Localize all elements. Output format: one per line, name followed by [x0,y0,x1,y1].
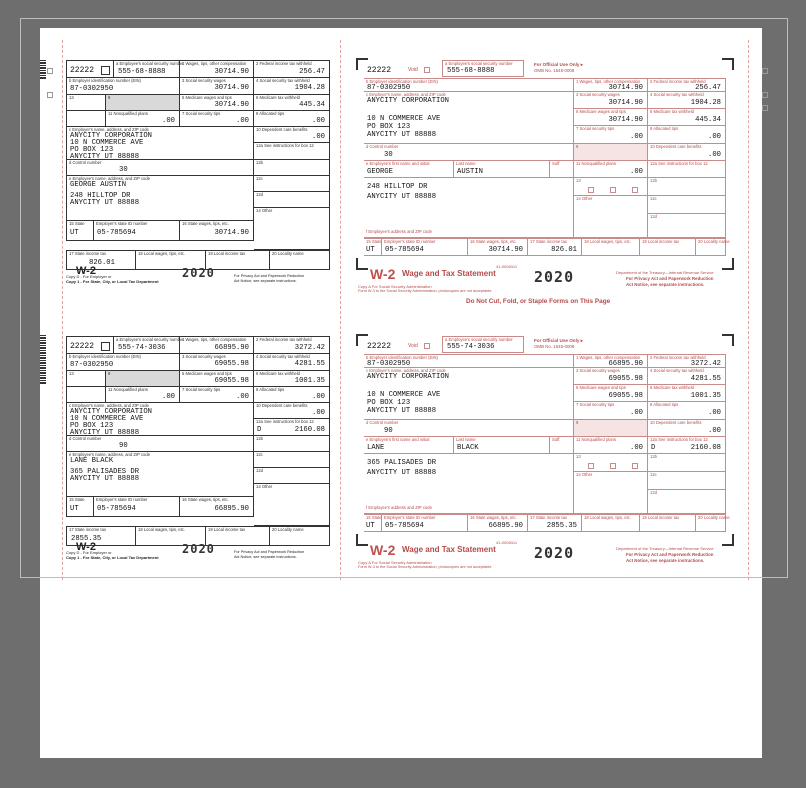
box12a-code: D [257,426,262,434]
employee-name: LANE BLACK [70,457,114,465]
box3-ss-wages: 30714.90 [608,99,643,107]
void-checkbox[interactable] [101,342,110,351]
box2-federal-tax: 256.47 [695,84,721,92]
box7-ss-tips: .00 [630,409,643,417]
box17-state-tax: 2855.35 [71,535,102,543]
box17-state-tax: 826.01 [89,259,115,267]
employer-ein: 87-0302950 [70,361,114,369]
retirement-plan-checkbox[interactable] [610,187,616,193]
box17-state-tax: 2855.35 [546,522,577,530]
box12a-amount: 2160.08 [294,426,325,434]
w2-copy-d-bottom: 22222 a Employee's social security number 555-74-3036 1 Wages, tips, other compensation 66895.90 2 Federal income tax withheld 3272.42 b Employer identification number (EIN) 87-0302950 3 Social security wages 69055.98 4 Social security tax withheld 4281.55 13 9 5 Medicare wages and tips 69055.98 6 Medicare tax withheld 1001.35 11 Nonqualified plans .00 7 Social security tips .00 8 Allocated tips .00 c Employer's name, address, and ZIP code ANYCITY CORPORATION 10 N COMMERCE AVE PO BOX 123 ANYCITY UT 88888 10 Dependent care benefits .00 12a See instructions for box 12 D 2160.08 d Control number 90 12b e Employee's name, address, and ZIP code LANE BLACK 365 PALISADES DR ANYCITY UT 88888 12c 12d 14 Other 15 State UT Employer's state ID number 05-785694 16 State wages, tips, etc. 66895.90 17 State income tax 2855.35 18 Local wages, tips, etc. 19 Local income tax 20 Locality name Copy D - For Employer or Copy 1 - For State, City, or Local Tax Department W-2 2020 For Privacy Act and Paperwork Reduction Act Notice, see separate instructions. [66,336,330,560]
control-number: 90 [119,442,128,450]
tax-year: 2020 [534,268,575,286]
state-code: UT [366,246,375,254]
box16-state-wages: 30714.90 [488,246,523,254]
box6-medicare-tax: 1001.35 [294,377,325,385]
box16-state-wages: 66895.90 [488,522,523,530]
employee-address-1: 248 HILLTOP DR [70,192,131,200]
statutory-employee-checkbox[interactable] [588,187,594,193]
box17-state-tax: 826.01 [551,246,577,254]
box7-ss-tips: .00 [236,117,249,125]
w2-copy-a-top: 22222 Void a Employee's social security number 555-68-8888 For Official Use Only ▸ OMB No. 1545-0008 b Employer identification number (EIN) 87-0302950 1 Wages, tips, other compensation 30714.90 2 Federal income tax withheld 256.47 c Employer's name, address, and ZIP code ANYCITY CORPORATION 10 N COMMERCE AVE PO BOX 123 ANYCITY UT 88888 3 Social security wages 30714.90 4 Social security tax withheld 1904.28 5 Medicare wages and tips 30714.90 6 Medicare tax withheld 445.34 7 Social security tips .00 8 Allocated tips .00 d Control number 30 9 10 Dependent care benefits .00 e Employee's first name and initial GEORGE Last name AUSTIN Suff. 11 Nonqualified plans .00 12a See instructions for box 12 248 HILLTOP DR ANYCITY UT 88888 f Employee's address and ZIP code 13 12b 14 Other 12c 12d 15 State UT Employer's state ID number 05-785694 16 State wages, tips, etc. 30714.90 17 State income tax 826.01 18 Local wages, tips, etc. 19 Local income tax 20 Locality name W-2 Wage and Tax Statement Copy A For Social Security Administration Form W-3 to the Social Security Administration; photocopies are not acceptable. 41-0008311 2020 Department of the Treasury—Internal Revenue Service For Privacy Act and Paperwork Reduction Act Notice, see separate instructions. Do Not Cut, Fold, or Staple Forms on This Page [356,58,734,282]
form-w2-label: W-2 [76,541,96,553]
side-square-mark [762,105,768,111]
void-checkbox[interactable] [101,66,110,75]
perforation-line-left [62,40,63,580]
state-id: 05-785694 [97,229,136,237]
third-party-sick-pay-checkbox[interactable] [632,463,638,469]
control-number: 30 [119,166,128,174]
control-number: 90 [384,427,393,435]
employee-address-2: ANYCITY UT 88888 [367,469,437,477]
employer-name: ANYCITY CORPORATION [70,132,152,140]
employer-address-2: PO BOX 123 [367,399,411,407]
employer-address-1: 10 N COMMERCE AVE [70,139,144,147]
box3-ss-wages: 69055.98 [214,360,249,368]
third-party-sick-pay-checkbox[interactable] [632,187,638,193]
void-checkbox[interactable] [424,67,430,73]
employee-ssn: 555-68-8888 [447,67,495,75]
box10-dependent-care: .00 [708,151,721,159]
employer-address-3: ANYCITY UT 88888 [70,153,140,161]
left-barcode [40,335,46,385]
box8-allocated-tips: .00 [708,133,721,141]
box3-ss-wages: 30714.90 [214,84,249,92]
employee-ssn: 555-68-8888 [118,68,166,76]
employee-address-1: 248 HILLTOP DR [367,183,428,191]
employee-last-name: BLACK [457,444,479,452]
form-title: Wage and Tax Statement [402,269,496,278]
box7-ss-tips: .00 [630,133,643,141]
employer-name: ANYCITY CORPORATION [367,373,449,381]
do-not-cut-notice: Do Not Cut, Fold, or Staple Forms on This Page [466,298,611,305]
employee-address-2: ANYCITY UT 88888 [70,475,140,483]
form-title: Wage and Tax Statement [402,545,496,554]
employer-address-2: PO BOX 123 [70,422,114,430]
employer-address-2: PO BOX 123 [367,123,411,131]
box12a-code: D [651,444,656,452]
employee-name: GEORGE AUSTIN [70,181,127,189]
employer-ein: 87-0302950 [367,360,411,368]
statutory-employee-checkbox[interactable] [588,463,594,469]
box1-wages: 66895.90 [214,344,249,352]
box16-state-wages: 66895.90 [214,505,249,513]
employer-address-3: ANYCITY UT 88888 [367,131,437,139]
form-code: 22222 [70,66,95,75]
side-square-mark [762,92,768,98]
form-w2-title: W-2 [370,542,396,558]
box6-medicare-tax: 1001.35 [690,392,721,400]
state-code: UT [70,229,79,237]
employee-address-2: ANYCITY UT 88888 [70,199,140,207]
void-checkbox[interactable] [424,343,430,349]
control-number: 30 [384,151,393,159]
side-square-mark [47,68,53,74]
w2-copy-d-top: 22222 a Employee's social security number 555-68-8888 1 Wages, tips, other compensation 30714.90 2 Federal income tax withheld 256.47 b Employer identification number (EIN) 87-0302950 3 Social security wages 30714.90 4 Social security tax withheld 1904.28 13 9 5 Medicare wages and tips 30714.90 6 Medicare tax withheld 445.34 11 Nonqualified plans .00 7 Social security tips .00 8 Allocated tips .00 c Employer's name, address, and ZIP code ANYCITY CORPORATION 10 N COMMERCE AVE PO BOX 123 ANYCITY UT 88888 10 Dependent care benefits .00 12a See instructions for box 12 d Control number 30 12b e Employee's name, address, and ZIP code GEORGE AUSTIN 248 HILLTOP DR ANYCITY UT 88888 12c 12d 14 Other 15 State UT Employer's state ID number 05-785694 16 State wages, tips, etc. 30714.90 17 State income tax 826.01 18 Local wages, tips, etc. 19 Local income tax 20 Locality name Copy D - For Employer or Copy 1 - For State, City, or Local Tax Department W-2 2020 For Privacy Act and Paperwork Reduction Act Notice, see separate instructions. [66,60,330,284]
box11-nonqualified: .00 [630,168,643,176]
box1-wages: 30714.90 [214,68,249,76]
side-square-mark [762,68,768,74]
box4-ss-tax: 4281.55 [294,360,325,368]
tax-year: 2020 [182,266,215,280]
box3-ss-wages: 69055.98 [608,375,643,383]
box2-federal-tax: 256.47 [299,68,325,76]
box6-medicare-tax: 445.34 [299,101,325,109]
box2-federal-tax: 3272.42 [690,360,721,368]
box11-nonqualified: .00 [162,393,175,401]
retirement-plan-checkbox[interactable] [610,463,616,469]
box4-ss-tax: 1904.28 [690,99,721,107]
box2-federal-tax: 3272.42 [294,344,325,352]
box8-allocated-tips: .00 [708,409,721,417]
employee-first-name: GEORGE [367,168,393,176]
box11-nonqualified: .00 [162,117,175,125]
left-barcode-top [40,60,46,80]
box10-dependent-care: .00 [708,427,721,435]
employer-name: ANYCITY CORPORATION [70,408,152,416]
state-code: UT [366,522,375,530]
box12a-amount: 2160.08 [690,444,721,452]
state-id: 05-785694 [385,246,424,254]
box6-medicare-tax: 445.34 [695,116,721,124]
employer-address-3: ANYCITY UT 88888 [367,407,437,415]
employee-ssn: 555-74-3036 [118,344,166,352]
employer-name: ANYCITY CORPORATION [367,97,449,105]
state-id: 05-785694 [97,505,136,513]
form-w2-label: W-2 [76,265,96,277]
form-w2-title: W-2 [370,266,396,282]
employee-ssn: 555-74-3036 [447,343,495,351]
box1-wages: 66895.90 [608,360,643,368]
employee-address-1: 365 PALISADES DR [70,468,140,476]
box5-medicare-wages: 30714.90 [214,101,249,109]
employer-address-1: 10 N COMMERCE AVE [367,115,441,123]
perforation-line-middle [340,40,341,580]
box8-allocated-tips: .00 [312,117,325,125]
box1-wages: 30714.90 [608,84,643,92]
box8-allocated-tips: .00 [312,393,325,401]
box5-medicare-wages: 69055.98 [214,377,249,385]
box7-ss-tips: .00 [236,393,249,401]
employee-first-name: LANE [367,444,385,452]
state-code: UT [70,505,79,513]
employee-address-2: ANYCITY UT 88888 [367,193,437,201]
employer-address-3: ANYCITY UT 88888 [70,429,140,437]
box4-ss-tax: 4281.55 [690,375,721,383]
employee-address-1: 365 PALISADES DR [367,459,437,467]
employer-address-1: 10 N COMMERCE AVE [70,415,144,423]
employer-ein: 87-0302950 [70,85,114,93]
box16-state-wages: 30714.90 [214,229,249,237]
box5-medicare-wages: 30714.90 [608,116,643,124]
box11-nonqualified: .00 [630,444,643,452]
box4-ss-tax: 1904.28 [294,84,325,92]
tax-year: 2020 [534,544,575,562]
employer-address-2: PO BOX 123 [70,146,114,154]
box5-medicare-wages: 69055.98 [608,392,643,400]
employer-address-1: 10 N COMMERCE AVE [367,391,441,399]
perforation-line-right [748,40,749,580]
w2-copy-a-bottom: 22222 Void a Employee's social security number 555-74-3036 For Official Use Only ▸ OMB No. 1545-0008 b Employer identification number (EIN) 87-0302950 1 Wages, tips, other compensation 66895.90 2 Federal income tax withheld 3272.42 c Employer's name, address, and ZIP code ANYCITY CORPORATION 10 N COMMERCE AVE PO BOX 123 ANYCITY UT 88888 3 Social security wages 69055.98 4 Social security tax withheld 4281.55 5 Medicare wages and tips 69055.98 6 Medicare tax withheld 1001.35 7 Social security tips .00 8 Allocated tips .00 d Control number 90 9 10 Dependent care benefits .00 e Employee's first name and initial LANE Last name BLACK Suff. 11 Nonqualified plans .00 12a See instructions for box 12 D 2160.08 365 PALISADES DR ANYCITY UT 88888 f Employee's address and ZIP code 13 12b 14 Other 12c 12d 15 State UT Employer's state ID number 05-785694 16 State wages, tips, etc. 66895.90 17 State income tax 2855.35 18 Local wages, tips, etc. 19 Local income tax 20 Locality name W-2 Wage and Tax Statement Copy A For Social Security Administration Form W-3 to the Social Security Administration; photocopies are not acceptable. 41-0008311 2020 Department of the Treasury—Internal Revenue Service For Privacy Act and Paperwork Reduction Act Notice, see separate instructions. [356,334,734,558]
state-id: 05-785694 [385,522,424,530]
employer-ein: 87-0302950 [367,84,411,92]
box10-dependent-care: .00 [312,409,325,417]
tax-year: 2020 [182,542,215,556]
box10-dependent-care: .00 [312,133,325,141]
side-square-mark [47,92,53,98]
employee-last-name: AUSTIN [457,168,483,176]
